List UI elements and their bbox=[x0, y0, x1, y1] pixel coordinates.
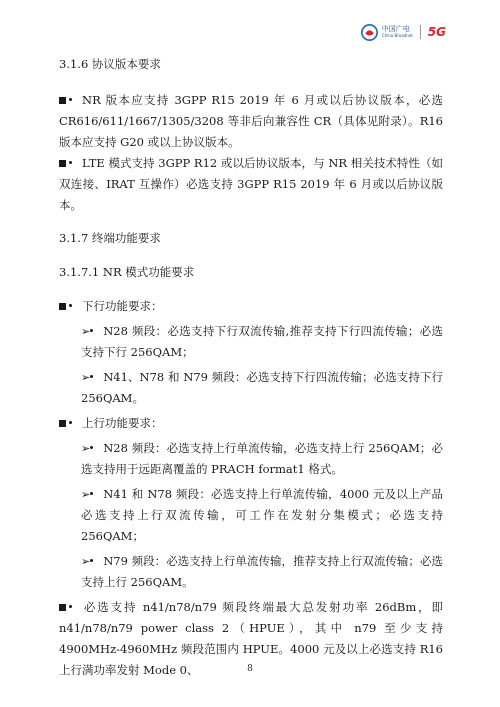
dot-bullet-icon bbox=[90, 329, 93, 332]
square-bullet-icon bbox=[59, 420, 66, 427]
paragraph-nr-version bbox=[59, 90, 443, 153]
square-bullet-icon bbox=[59, 97, 66, 104]
arrow-bullet-icon: ➢ bbox=[81, 325, 91, 338]
dot-bullet-icon bbox=[90, 375, 93, 378]
downlink-item-n28: ➢ N28 频段：必选支持下行双流传输,推荐支持下行四流传输；必选支持下行 256QAM； bbox=[81, 324, 443, 359]
dot-bullet-icon bbox=[90, 446, 93, 449]
square-bullet-icon bbox=[59, 604, 66, 611]
dot-bullet-icon bbox=[90, 492, 93, 495]
square-bullet-icon bbox=[59, 160, 66, 167]
dot-bullet-icon bbox=[69, 304, 72, 307]
dot-bullet-icon bbox=[69, 605, 72, 608]
dot-bullet-icon bbox=[69, 161, 72, 164]
paragraph-text: NR 版本应支持 3GPP R15 2019 年 6 月或以后协议版本，必选 CR616/611/1667/1305/3208 等非后向兼容性 CR（具体见附录）。R16 版本应支持 G20 或以上协议版本。 bbox=[59, 93, 443, 149]
china-broadnet-logo-icon bbox=[361, 24, 378, 41]
page-number: 8 bbox=[247, 664, 253, 674]
dot-bullet-icon bbox=[90, 559, 93, 562]
document-body bbox=[59, 54, 443, 681]
square-bullet-icon bbox=[59, 303, 66, 310]
logo-chinese-name: 中国广电 bbox=[381, 25, 410, 33]
downlink-title: 下行功能要求： bbox=[59, 296, 443, 317]
arrow-bullet-icon: ➢ bbox=[81, 555, 91, 568]
arrow-bullet-icon: ➢ bbox=[81, 371, 91, 384]
logo-english-name: China Broadnet bbox=[381, 33, 413, 38]
arrow-bullet-icon: ➢ bbox=[81, 442, 91, 455]
dot-bullet-icon bbox=[69, 421, 72, 424]
section-heading-3-1-7-1: 3.1.7.1 NR 模式功能要求 bbox=[59, 265, 195, 279]
page-header bbox=[361, 22, 446, 42]
header-divider bbox=[420, 25, 421, 39]
paragraph-text: LTE 模式支持 3GPP R12 或以后协议版本，与 NR 相关技术特性（如双连接、IRAT 互操作）必选支持 3GPP R15 2019 年 6 月或以后协议版本。 bbox=[59, 156, 443, 212]
uplink-item-n41-n78: ➢ N41 和 N78 频段：必选支持上行单流传输，4000 元及以上产品必选支持上行双流传输，可工作在发射分集模式；必选支持 256QAM； bbox=[81, 487, 443, 543]
downlink-item-n41-n78-n79: ➢ N41、N78 和 N79 频段：必选支持下行四流传输；必选支持下行 256QAM。 bbox=[81, 370, 443, 405]
logo-text bbox=[382, 26, 413, 38]
uplink-title: 上行功能要求： bbox=[59, 413, 443, 434]
paragraph-max-tx-power: 必选支持 n41/n78/n79 频段终端最大总发射功率 26dBm，即 n41/n78/n79 power class 2（HPUE），其中 n79 至少支持 4900MHz-4960MHz 频段范围内 HPUE。4000 元及以上必选支持 R16 上行满功率发射 Mode 0、 bbox=[59, 600, 443, 677]
section-heading-3-1-7: 3.1.7 终端功能要求 bbox=[59, 231, 161, 245]
arrow-bullet-icon: ➢ bbox=[81, 488, 91, 501]
5g-logo: 5G bbox=[427, 25, 446, 39]
section-heading-3-1-6: 3.1.6 协议版本要求 bbox=[59, 57, 161, 71]
uplink-item-n28: ➢ N28 频段：必选支持上行单流传输，必选支持上行 256QAM；必选支持用于远距离覆盖的 PRACH format1 格式。 bbox=[81, 441, 443, 476]
dot-bullet-icon bbox=[69, 98, 72, 101]
paragraph-lte-version bbox=[59, 153, 443, 216]
uplink-item-n79: ➢ N79 频段：必选支持上行单流传输，推荐支持上行双流传输；必选支持上行 256QAM。 bbox=[81, 554, 443, 589]
